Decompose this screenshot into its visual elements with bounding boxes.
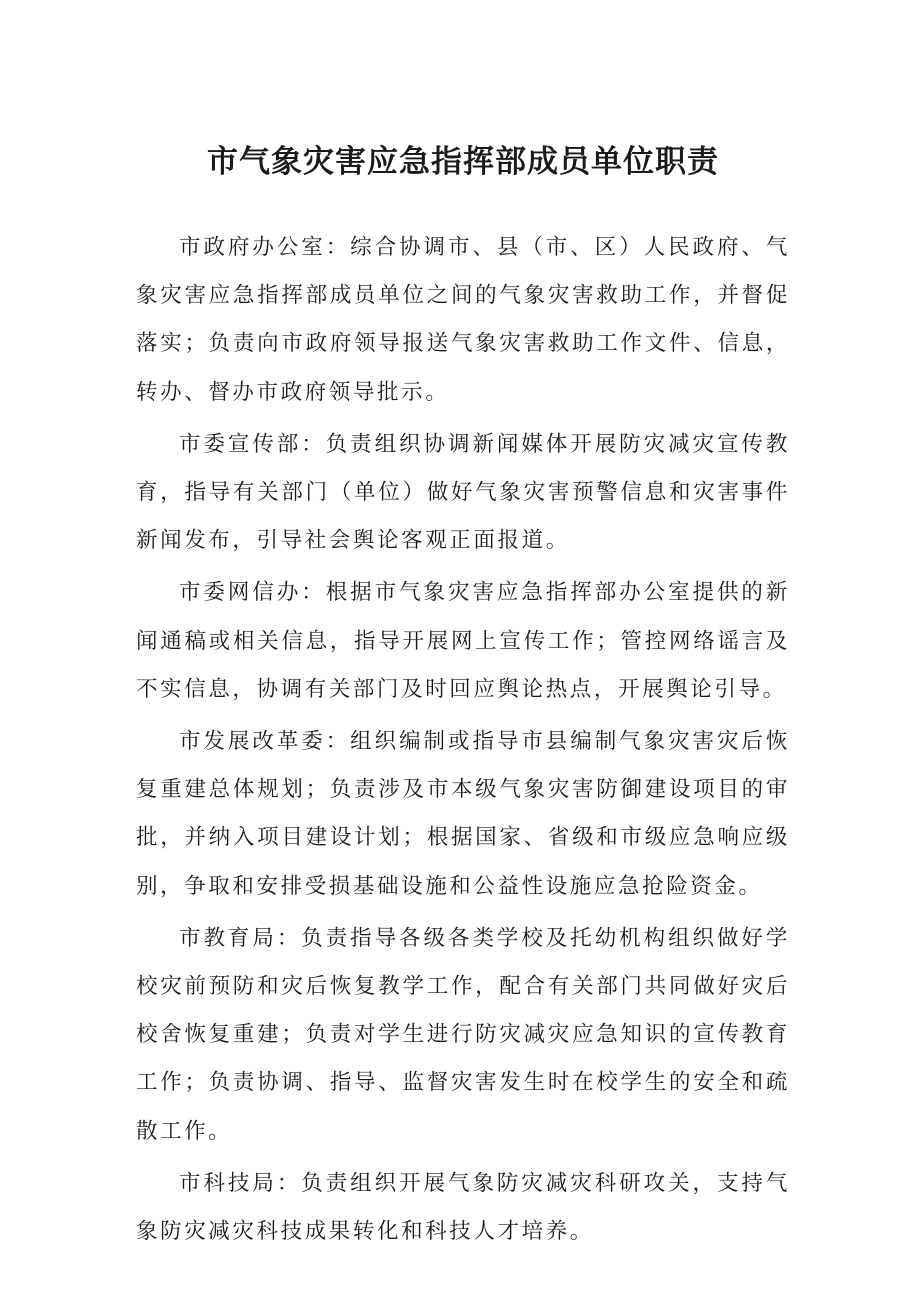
document-title: 市气象灾害应急指挥部成员单位职责: [207, 144, 719, 180]
paragraph-cyberspace-office: 市委网信办：根据市气象灾害应急指挥部办公室提供的新闻通稿或相关信息，指导开展网上宣传工作；管控网络谣言及不实信息，协调有关部门及时回应舆论热点，开展舆论引导。: [136, 580, 790, 702]
paragraph-municipal-government-office: 市政府办公室：综合协调市、县（市、区）人民政府、气象灾害应急指挥部成员单位之间的气象灾害救助工作，并督促落实；负责向市政府领导报送气象灾害救助工作文件、信息，转办、督办市政府领导批示。: [136, 235, 790, 405]
paragraph-publicity-department: 市委宣传部：负责组织协调新闻媒体开展防灾减灾宣传教育，指导有关部门（单位）做好气象灾害预警信息和灾害事件新闻发布，引导社会舆论客观正面报道。: [136, 431, 790, 554]
paragraph-education-bureau: 市教育局：负责指导各级各类学校及托幼机构组织做好学校灾前预防和灾后恢复教学工作，配合有关部门共同做好灾后校舍恢复重建；负责对学生进行防灾减灾应急知识的宣传教育工作；负责协调、指导、监督灾害发生时在校学生的安全和疏散工作。: [136, 925, 790, 1144]
paragraph-development-reform-commission: 市发展改革委：组织编制或指导市县编制气象灾害灾后恢复重建总体规划；负责涉及市本级气象灾害防御建设项目的审批，并纳入项目建设计划；根据国家、省级和市级应急响应级别，争取和安排受损基础设施和公益性设施应急抢险资金。: [136, 729, 790, 899]
paragraph-science-technology-bureau: 市科技局：负责组织开展气象防灾减灾科研攻关，支持气象防灾减灾科技成果转化和科技人才培养。: [136, 1170, 790, 1245]
